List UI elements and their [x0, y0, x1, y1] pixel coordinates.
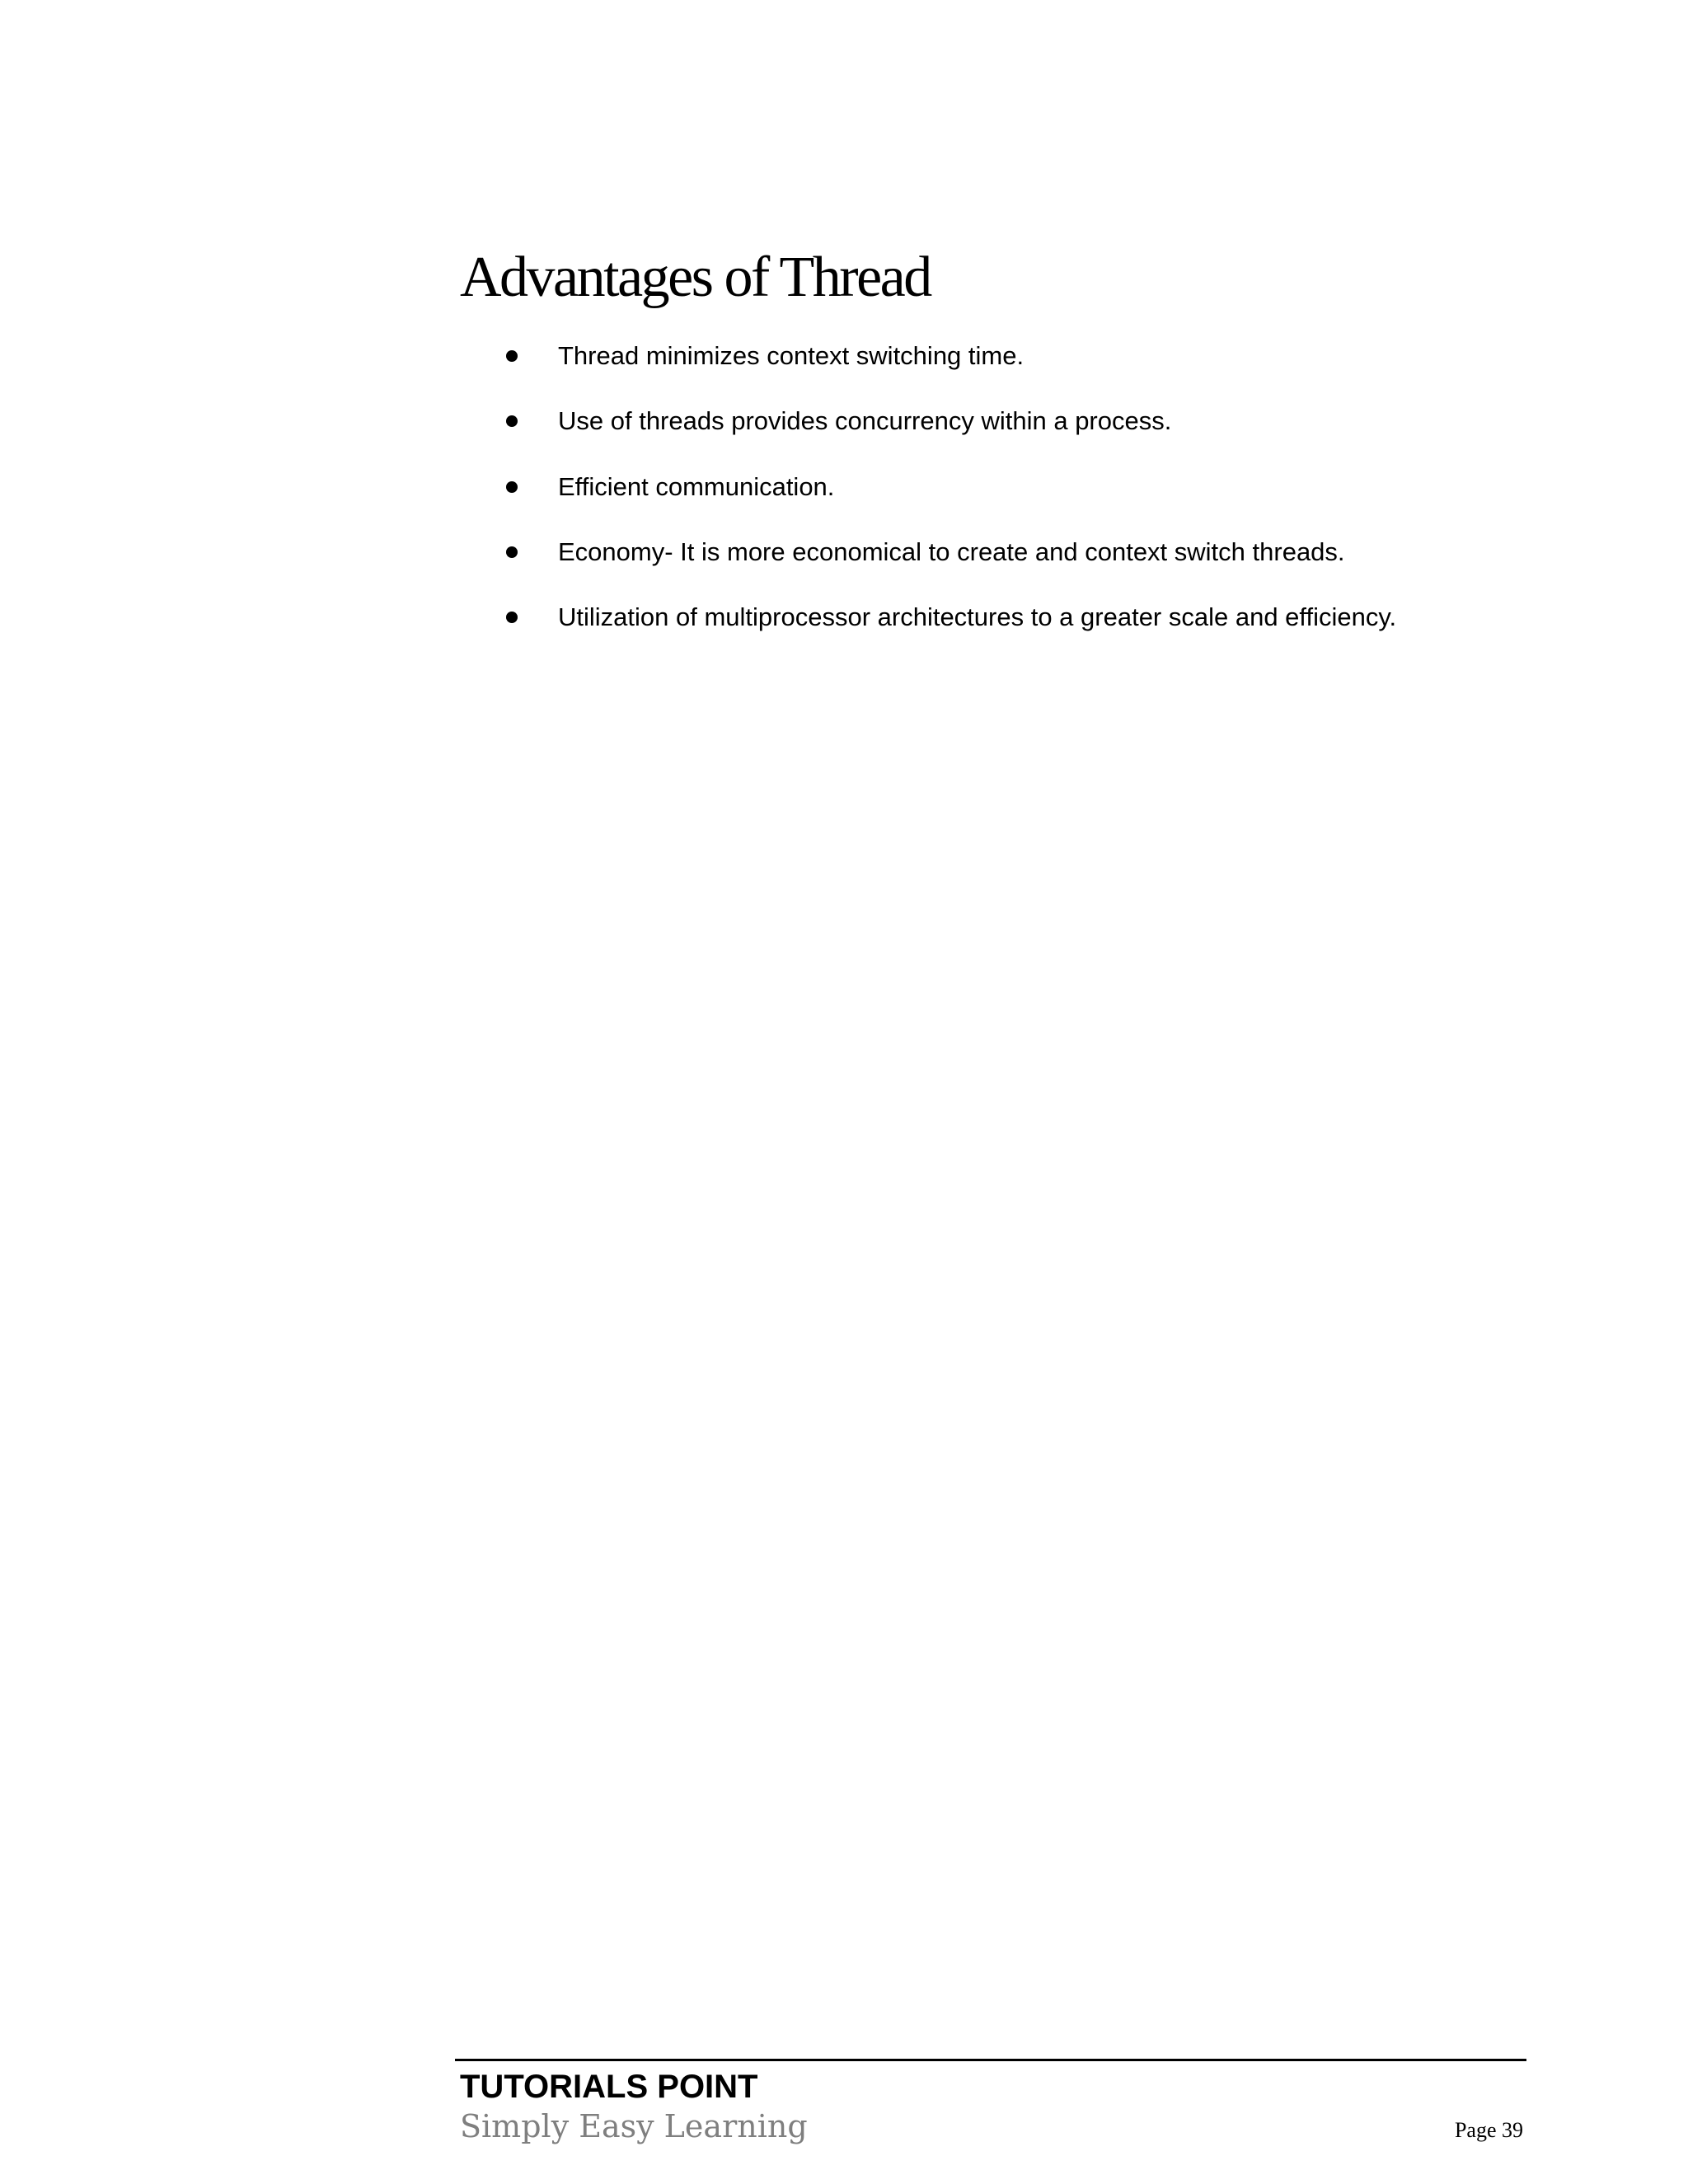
list-item-text: Use of threads provides concurrency within a process.	[558, 406, 1172, 435]
bullet-icon	[506, 546, 518, 558]
list-item	[506, 335, 1495, 377]
bullet-icon	[506, 481, 518, 493]
page-title: Advantages of Thread	[460, 246, 931, 309]
bullet-icon	[506, 415, 518, 427]
list-item-text: Efficient communication.	[558, 472, 835, 501]
footer-divider	[455, 2059, 1526, 2061]
list-item-text: Economy- It is more economical to create and context switch threads.	[558, 537, 1345, 566]
bullet-icon	[506, 612, 518, 623]
list-item	[506, 466, 1495, 508]
list-item-text: Utilization of multiprocessor architectures to a greater scale and efficiency.	[558, 602, 1397, 631]
list-item	[506, 532, 1495, 573]
list-item-text: Thread minimizes context switching time.	[558, 341, 1025, 370]
footer-tagline: Simply Easy Learning	[460, 2108, 808, 2144]
page-number: Page 39	[1454, 2118, 1523, 2142]
footer-brand: TUTORIALS POINT	[460, 2069, 758, 2105]
list-item	[506, 597, 1495, 638]
list-item	[506, 401, 1495, 442]
bullet-icon	[506, 350, 518, 362]
